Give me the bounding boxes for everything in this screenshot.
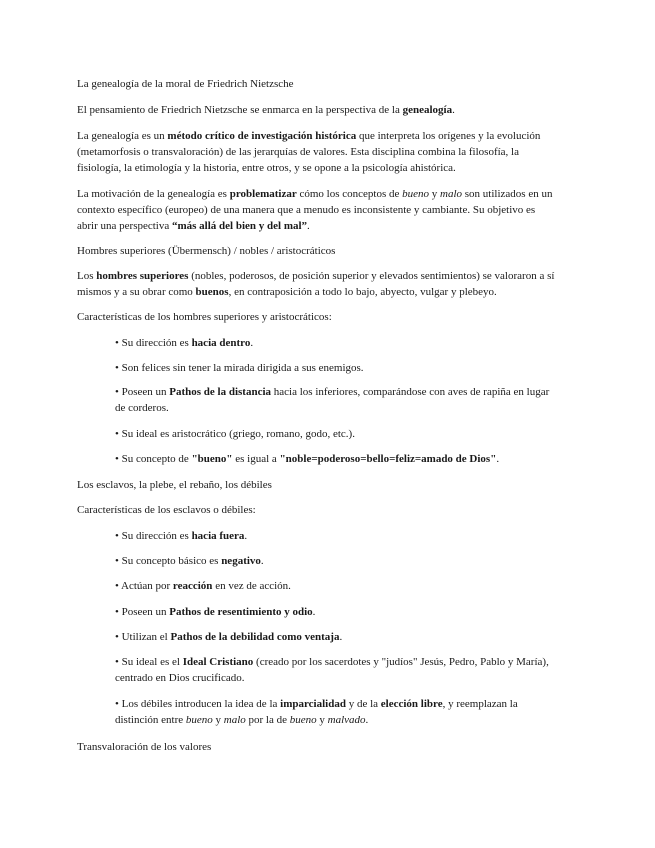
esclavos-characteristics-heading: Características de los esclavos o débiles: (77, 504, 256, 516)
list-item: • Su concepto básico es negativo. (115, 555, 264, 567)
document-title: La genealogía de la moral de Friedrich Nietzsche (77, 78, 294, 90)
emphasis-mas-alla: “más allá del bien y del mal” (171, 220, 308, 232)
list-item: • Su dirección es hacia dentro. (115, 337, 254, 349)
list-item: • Poseen un Pathos de resentimiento y odio. (115, 606, 316, 618)
emphasis-metodo: método crítico de investigación histórica (167, 130, 357, 142)
intro-paragraph: El pensamiento de Friedrich Nietzsche se enmarca en la perspectiva de la genealogía. (77, 104, 455, 116)
list-item: • Poseen un Pathos de la distancia hacia los inferiores, comparándose con aves de rapiña en lugar de corderos. (115, 386, 550, 414)
motivation-paragraph: La motivación de la genealogía es problematizar cómo los conceptos de bueno y malo son utilizados en un contexto específico (europeo) de una manera que a menudo es inconsistente y cambiante. Su objetivo es abrir una perspectiva “más allá del bien y del mal”. (77, 188, 553, 232)
list-item: • Utilizan el Pathos de la debilidad como ventaja. (115, 631, 343, 643)
list-item: • Su ideal es el Ideal Cristiano (creado por los sacerdotes y "judíos" Jesús, Pedro, Pablo y María), centrado en Dios crucificado. (115, 656, 549, 684)
list-item: • Los débiles introducen la idea de la imparcialidad y de la elección libre, y reemplazan la distinción entre bueno y malo por la de bueno y malvado. (115, 698, 518, 726)
section-heading-esclavos: Los esclavos, la plebe, el rebaño, los débiles (77, 479, 272, 491)
emphasis-problematizar: problematizar (229, 188, 297, 200)
list-item: • Su concepto de "bueno" es igual a "noble=poderoso=bello=feliz=amado de Dios". (115, 453, 500, 465)
section-heading-transvaloracion: Transvaloración de los valores (77, 741, 212, 753)
emphasis-genealogia: genealogía (402, 104, 453, 116)
superiores-paragraph: Los hombres superiores (nobles, poderosos, de posición superior y elevados sentimientos) se valoraron a sí mismos y a su obrar como buenos, en contraposición a todo lo bajo, abyecto, vulgar y plebeyo. (77, 270, 555, 298)
list-item: • Su ideal es aristocrático (griego, romano, godo, etc.). (115, 428, 355, 440)
section-heading-superiores: Hombres superiores (Übermensch) / nobles / aristocráticos (77, 245, 336, 257)
list-item: • Actúan por reacción en vez de acción. (115, 580, 291, 592)
definition-paragraph: La genealogía es un método crítico de investigación histórica que interpreta los orígenes y la evolución (metamorfosis o transvaloración) de las jerarquías de valores. Esta disciplina combina la filosofía, la fisiología, la etimología y la historia, entre otros, y se opone a la psicología ahistórica. (77, 130, 541, 174)
list-item: • Su dirección es hacia fuera. (115, 530, 248, 542)
superiores-characteristics-heading: Características de los hombres superiores y aristocráticos: (77, 311, 332, 323)
list-item: • Son felices sin tener la mirada dirigida a sus enemigos. (115, 362, 364, 374)
